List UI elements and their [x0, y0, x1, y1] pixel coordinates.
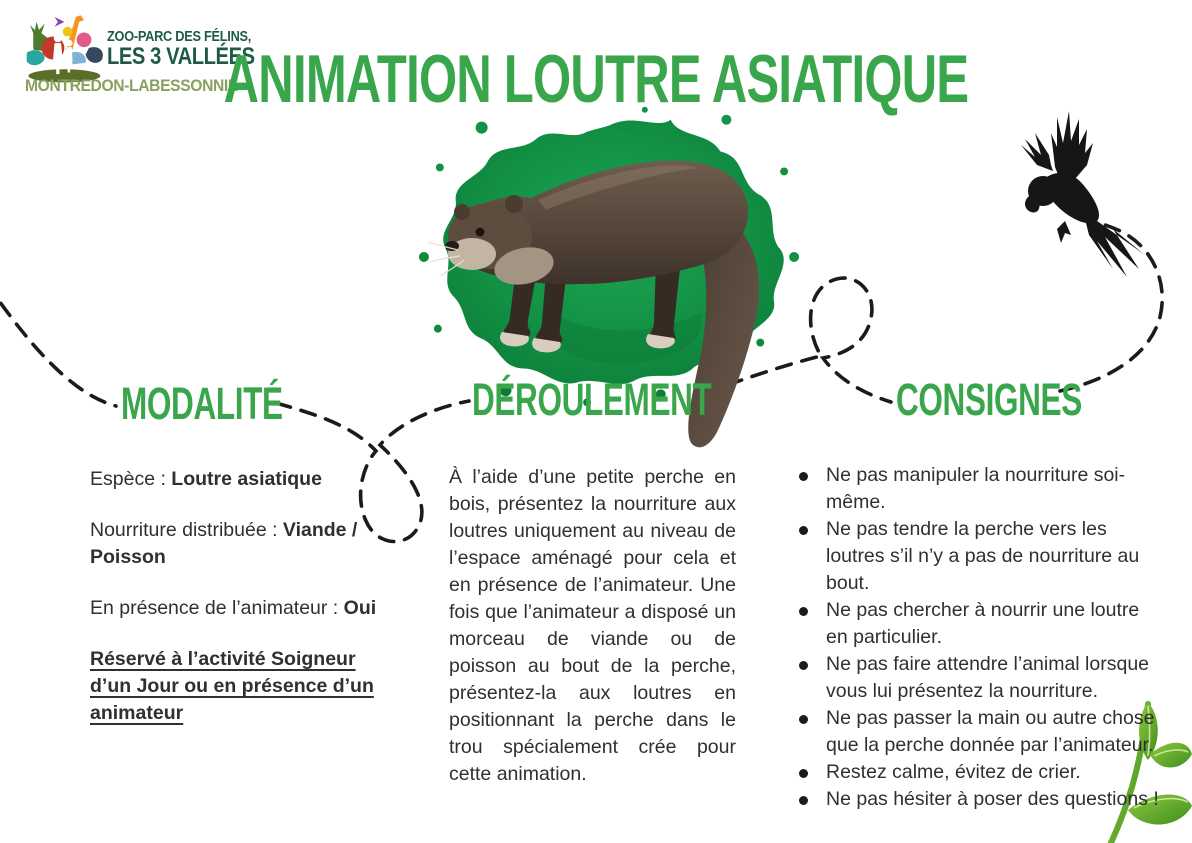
field-value: Viande / Poisson: [90, 519, 358, 568]
page-title: ANIMATION LOUTRE ASIATIQUE: [223, 41, 969, 117]
parrot-silhouette-icon: [995, 103, 1147, 288]
consigne-item: Ne pas tendre la perche vers les loutres s’il n’y a pas de nourriture au bout.: [795, 516, 1163, 597]
consigne-item: Ne pas hésiter à poser des questions !: [795, 786, 1163, 813]
modalite-section: [90, 466, 398, 751]
consigne-item: Ne pas faire attendre l’animal lorsque vous lui présentez la nourriture.: [795, 651, 1163, 705]
consignes-heading: CONSIGNES: [896, 374, 1082, 425]
field-label: En présence de l’animateur :: [90, 597, 344, 619]
modalite-heading: MODALITÉ: [121, 378, 283, 429]
field-label: Nourriture distribuée :: [90, 519, 283, 541]
deroulement-paragraph: À l’aide d’une petite perche en bois, présentez la nourriture aux loutres uniquement au niveau de l’espace aménagé pour cela et en présence de l’animateur. Une fois que l’animateur a disposé un morceau de viande ou de poisson au bout de la perche, présentez-la aux loutres en positionnant la perche dans le trou spécialement crée pour cette animation.: [449, 466, 736, 785]
logo-text-line2: LES 3 VALLÉES: [107, 43, 255, 70]
field-animateur: [90, 595, 398, 622]
consigne-item: Ne pas chercher à nourrir une loutre en particulier.: [795, 597, 1163, 651]
logo-text-line1: ZOO-PARC DES FÉLINS,: [107, 29, 252, 45]
field-label: Espèce :: [90, 468, 172, 490]
field-value: Oui: [343, 597, 377, 619]
consignes-list: [795, 462, 1163, 813]
logo-text-line3: MONTREDON-LABESSONNIÉ: [25, 76, 238, 95]
reserved-note: Réservé à l’activité Soigneur d’un Jour ou en présence d’un animateur: [90, 648, 374, 724]
field-value: Loutre asiatique: [171, 468, 322, 490]
consignes-section: [795, 462, 1163, 813]
consigne-item: Ne pas manipuler la nourriture soi-même.: [795, 462, 1163, 516]
consigne-item: Restez calme, évitez de crier.: [795, 759, 1163, 786]
deroulement-section: [449, 464, 736, 788]
field-espece: [90, 466, 398, 493]
field-nourriture: [90, 517, 398, 571]
consigne-item: Ne pas passer la main ou autre chose que la perche donnée par l’animateur.: [795, 705, 1163, 759]
deroulement-heading: DÉROULEMENT: [472, 374, 712, 425]
